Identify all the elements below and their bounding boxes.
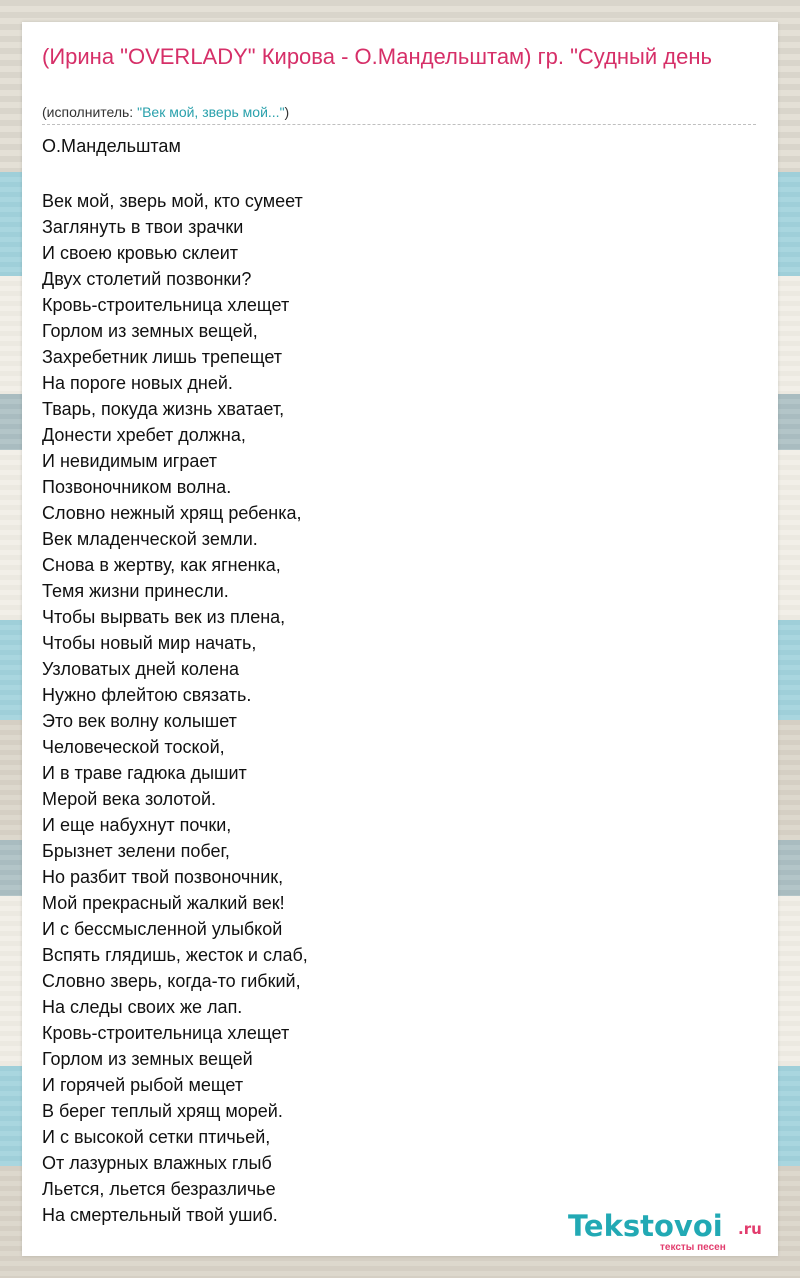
logo-tagline: тексты песен [660,1242,726,1253]
lyric-line: Чтобы вырвать век из плена, [42,607,286,627]
performer-link[interactable]: "Век мой, зверь мой..." [137,104,285,120]
lyric-line: Снова в жертву, как ягненка, [42,555,281,575]
lyric-line: Горлом из земных вещей [42,1049,253,1069]
performer-line [42,104,289,120]
lyric-line: Заглянуть в твои зрачки [42,217,244,237]
lyric-line: Узловатых дней колена [42,659,240,679]
lyric-line: Словно нежный хрящ ребенка, [42,503,302,523]
lyric-line: Чтобы новый мир начать, [42,633,257,653]
lyric-line: И в траве гадюка дышит [42,763,247,783]
lyric-line: Темя жизни принесли. [42,581,229,601]
lyric-line: Льется, льется безразличье [42,1179,276,1199]
lyrics-author: О.Мандельштам [42,136,181,156]
lyric-line: От лазурных влажных глыб [42,1153,272,1173]
lyric-line: Брызнет зелени побег, [42,841,230,861]
lyric-line: Кровь-строительница хлещет [42,295,290,315]
performer-prefix: (исполнитель: [42,104,138,120]
lyric-line: И невидимым играет [42,451,218,471]
lyric-line: В берег теплый хрящ морей. [42,1101,283,1121]
lyric-line: Словно зверь, когда-то гибкий, [42,971,301,991]
divider [42,124,756,125]
performer-suffix: ) [284,104,290,120]
lyric-line: И своею кровью склеит [42,243,239,263]
lyric-line: Горлом из земных вещей, [42,321,258,341]
lyrics-text [42,188,308,1228]
lyric-line: Век мой, зверь мой, кто сумеет [42,191,303,211]
song-title: (Ирина "OVERLADY" Кирова - О.Мандельштам) гр. "Судный день [42,44,712,69]
lyric-line: Вспять глядишь, жесток и слаб, [42,945,308,965]
site-logo[interactable] [568,1209,778,1253]
lyric-line: На смертельный твой ушиб. [42,1205,278,1225]
lyric-line: На следы своих же лап. [42,997,243,1017]
lyric-line: Человеческой тоской, [42,737,225,757]
lyric-line: Позвоночником волна. [42,477,232,497]
logo-tld: .ru [738,1220,762,1238]
lyric-line: И еще набухнут почки, [42,815,232,835]
lyric-line: И с бессмысленной улыбкой [42,919,283,939]
lyric-line: Тварь, покуда жизнь хватает, [42,399,285,419]
lyric-line: Нужно флейтою связать. [42,685,252,705]
lyric-line: И с высокой сетки птичьей, [42,1127,271,1147]
lyric-line: Захребетник лишь трепещет [42,347,283,367]
lyrics-card [22,22,778,1256]
lyric-line: Двух столетий позвонки? [42,269,252,289]
lyric-line: Это век волну колышет [42,711,237,731]
lyric-line: На пороге новых дней. [42,373,233,393]
lyric-line: И горячей рыбой мещет [42,1075,244,1095]
lyric-line: Мерой века золотой. [42,789,217,809]
lyric-line: Кровь-строительница хлещет [42,1023,290,1043]
lyric-line: Но разбит твой позвоночник, [42,867,284,887]
lyric-line: Мой прекрасный жалкий век! [42,893,285,913]
lyric-line: Век младенческой земли. [42,529,258,549]
logo-name: Tekstovoi [568,1209,723,1243]
lyric-line: Донести хребет должна, [42,425,246,445]
